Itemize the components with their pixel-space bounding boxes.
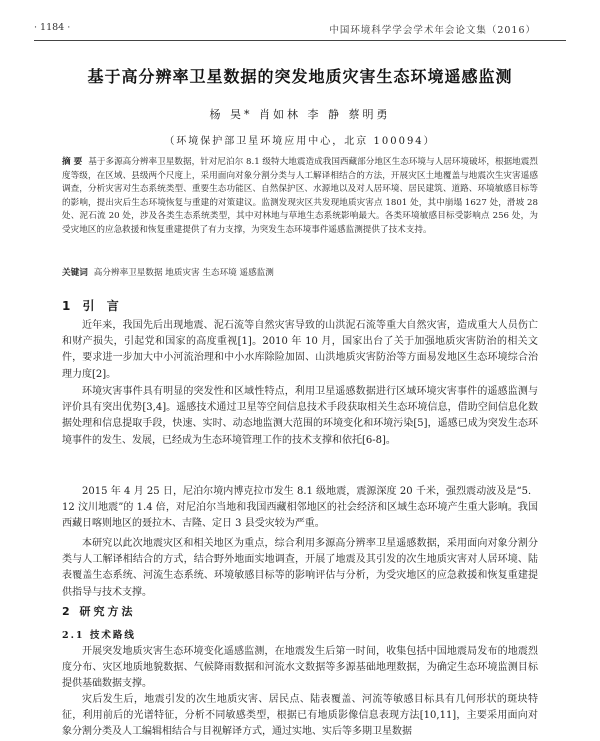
keywords-label: 关键词 [62,268,88,278]
running-header [34,22,566,38]
section-1-paragraph: 本研究以此次地震灾区和相关地区为重点，综合利用多源高分辨率卫星遥感数据，采用面向对象分割分类与人工解译相结合的方式，结合野外地面实地调查，开展了地震及其引发的次生地质灾害对人居环境、陆表覆盖生态系统、河流生态系统、环境敏感目标等的影响评估与分析，为受灾地区的应急救援和恢复重建提供指导与技术支撑。 [62,538,538,598]
section-1-heading: 1 引 言 [62,299,123,313]
keywords [62,267,538,280]
page-number: · 1184 · [34,22,71,33]
paper-title: 基于高分辨率卫星数据的突发地质灾害生态环境遥感监测 [87,67,513,86]
paper-authors: 杨 昊* 肖如林 李 静 蔡明勇 [209,108,391,121]
section-2-paragraph: 开展突发地质灾害生态环境变化遥感监测，在地震发生后第一时间，收集包括中国地震局发布的地震烈度分布、灾区地质地貌数据、气候降雨数据和河流水文数据等多源基础地理数据，为确定生态环境监测目标提供基础数据支撑。 [62,646,538,690]
keywords-text: 高分辨率卫星数据 地质灾害 生态环境 遥感监测 [93,268,274,278]
section-2-1-heading: 2.1 技术路线 [62,630,136,641]
abstract-label: 摘 要 [62,157,83,167]
section-1-paragraph: 近年来，我国先后出现地震、泥石流等自然灾害导致的山洪泥石流等重大自然灾害，造成重大人员伤亡和财产损失，引起党和国家的高度重视[1]。2010 年 10 月，国家出台了关于加强地质灾害防治的相关文件，要求进一步加大中小河流治理和中小水库除险加固、山洪地质灾害防治等方面易发地区生态环境综合治理力度[2]。 [62,320,538,380]
paper-affiliation: （环境保护部卫星环境应用中心，北京 100094） [164,136,436,147]
header-rule [34,40,566,41]
abstract-text: 基于多源高分辨率卫星数据，针对尼泊尔 8.1 级特大地震造成我国西藏部分地区生态环境与人居环境破坏，根据地震烈度等级，在区域、县级两个尺度上，采用面向对象分割分类与人工解译相结合的方法，开展灾区土地覆盖与地震次生灾害遥感调查，分析灾害对生态系统类型、重要生态功能区、自然保护区、水源地以及对人居环境、居民建筑、道路、环境敏感目标等的影响，提出灾后生态环境恢复与重建的对策建议。监测发现灾区共发现地质灾害点 1801 处，其中崩塌 1627 处，滑坡 28 处、泥石流 20 处，涉及各类生态系统类型，其中对林地与草地生态系统影响最大。各类环境敏感目标受影响点 256 处，为受灾地区的应急救援和恢复重建提供了有力支撑，为突发生态环境事件遥感监测提供了技术支持。 [62,157,538,235]
section-1-paragraph: 环境灾害事件具有明显的突发性和区域性特点，利用卫星遥感数据进行区域环境灾害事件的遥感监测与评价具有突出优势[3,4]。遥感技术通过卫星等空间信息技术手段获取相关生态环境信息，借助空间信息化数据处理和信息提取手段，快速、实时、动态地监测大范围的环境变化和环境污染[5]，遥感已成为突发生态环境事件的发生、发展，已经成为生态环境管理工作的技术支撑和依托[6-8]。 [62,386,538,446]
abstract [62,156,538,238]
conference-name: 中国环境科学学会学术年会论文集（2016） [329,25,536,36]
section-1-paragraph: 2015 年 4 月 25 日，尼泊尔境内博克拉市发生 8.1 级地震，震源深度 20 千米，强烈震动波及是“5．12 汶川地震”的 1.4 倍，对尼泊尔当地和我国西藏相邻地区的社会经济和区域生态环境产生重大影响。我国西藏日喀则地区的聂拉木、吉隆、定日 3 县受灾较为严重。 [62,486,538,530]
section-2-paragraph: 灾后发生后，地震引发的次生地质灾害、居民点、陆表覆盖、河流等敏感目标具有几何形状的斑块特征，利用前后的光谱特征，分析不同敏感类型，根据已有地质影像信息表现方法[10,11]，主要采用面向对象分割分类及人工编辑相结合与目视解译方式，通过实地、实后等多期卫星数据 [62,694,538,738]
section-2-heading: 2 研究方法 [62,605,136,618]
